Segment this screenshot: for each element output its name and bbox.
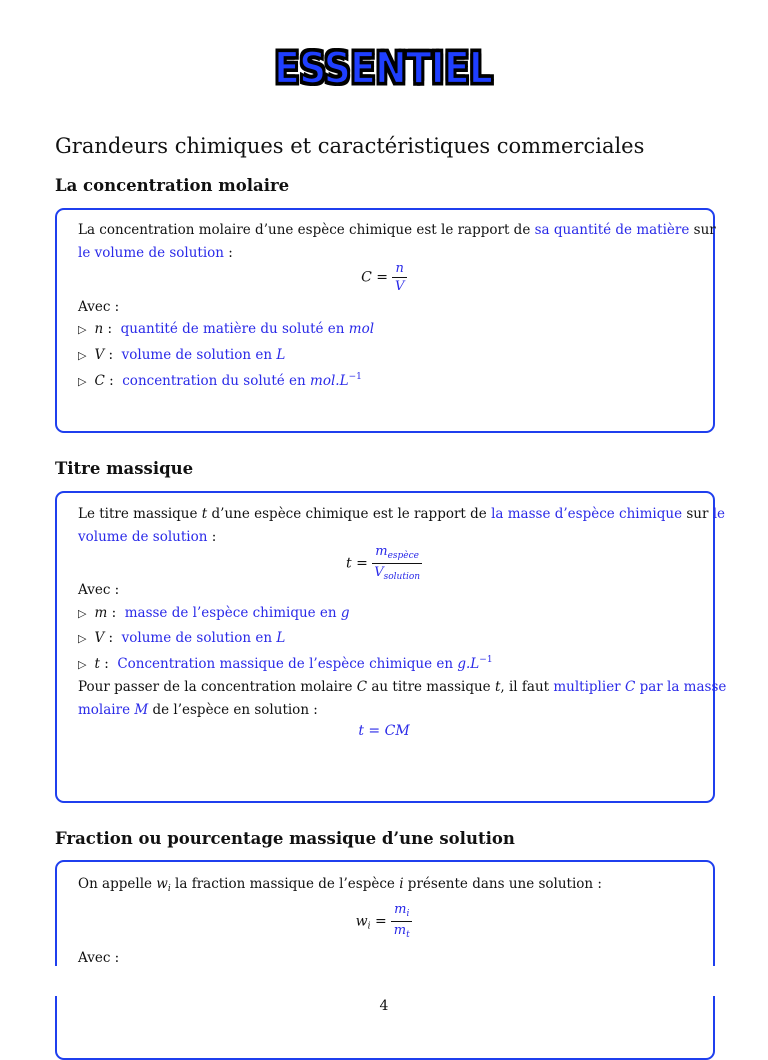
s1-formula-fraction [392, 262, 406, 293]
s2-item-sym: V [94, 630, 105, 646]
s2-intro-f: volume de solution [78, 529, 208, 545]
section-heading-fraction: Fraction ou pourcentage massique d’une solution [55, 829, 515, 848]
s2-pass-line2 [78, 702, 318, 718]
s2-pass-b: au titre massique [367, 679, 495, 695]
s2-pass-g: de l’espèce en solution : [148, 702, 318, 718]
s2-intro-g: : [207, 529, 217, 545]
s1-item-unit: L [276, 347, 286, 363]
s2-avec: Avec : [78, 582, 120, 598]
triangle-bullet-icon: ▷ [78, 375, 87, 388]
s2-item-sym: t [94, 656, 100, 672]
section-heading-concentration: La concentration molaire [55, 176, 290, 195]
s1-item-sym: n [94, 321, 104, 337]
s1-intro-e: : [224, 245, 233, 261]
s1-item-unit: mol [348, 321, 375, 337]
section-heading-titre: Titre massique [55, 459, 194, 478]
s2-item-unit: g.L [457, 656, 480, 672]
s3-intro-w: w [156, 876, 168, 892]
s1-item-sym: V [94, 347, 105, 363]
s3-formula-lhs-sub: i [367, 921, 371, 932]
s3-formula-lhs: w [355, 913, 368, 930]
s1-formula [0, 262, 768, 293]
triangle-bullet-icon: ▷ [78, 658, 87, 671]
triangle-bullet-icon: ▷ [78, 349, 87, 362]
s3-intro-wsub: i [167, 884, 171, 894]
s1-intro-line1 [78, 222, 716, 238]
s2-intro-t: t [201, 506, 208, 522]
s1-item-desc: quantité de matière du soluté en [120, 321, 349, 337]
s2-den-sub: solution [383, 572, 421, 582]
s2-item-desc: masse de l’espèce chimique en [124, 605, 341, 621]
s2-item-desc: volume de solution en [121, 630, 277, 646]
s1-intro-a: La concentration molaire d’une espèce chimique est le rapport de [78, 222, 535, 238]
s2-pass-m-sym: M [134, 702, 149, 718]
s2-formula-fraction [372, 545, 422, 582]
s1-item-v: ▷ V : volume de solution en L [78, 347, 286, 363]
s2-intro-b: d’une espèce chimique est le rapport de [207, 506, 492, 522]
essentiel-banner [274, 42, 492, 94]
s2-pass-line1 [78, 679, 726, 695]
s1-intro-c: sur [689, 222, 716, 238]
s2-item-v: ▷ V : volume de solution en L [78, 630, 286, 646]
s3-den-sym: m [393, 923, 407, 938]
s2-formula-lhs: t = [346, 555, 373, 572]
triangle-bullet-icon: ▷ [78, 632, 87, 645]
s1-intro-b: sa quantité de matière [534, 222, 690, 238]
s2-item-sym: m [94, 605, 108, 621]
s1-formula-lhs: C = [361, 269, 393, 286]
s1-intro-line2 [78, 245, 233, 261]
s3-intro-b: la fraction massique de l’espèce [170, 876, 400, 892]
s1-formula-num: n [392, 262, 406, 278]
s2-num-sym: m [375, 544, 388, 559]
s1-item-c: ▷ C : concentration du soluté en $mol.L^{-1}$ [78, 372, 362, 389]
page-number: 4 [379, 998, 389, 1014]
s2-pass-c: , il faut [500, 679, 554, 695]
s2-den-sym: V [374, 565, 384, 580]
s1-avec: Avec : [78, 299, 120, 315]
s1-formula-den: V [394, 279, 405, 294]
s3-intro-c: présente dans une solution : [403, 876, 602, 892]
s2-intro-e: le [712, 506, 726, 522]
s2-pass-t-sym: t [494, 679, 501, 695]
s2-intro-line1 [78, 506, 725, 522]
s3-den-sub: t [406, 930, 410, 940]
triangle-bullet-icon: ▷ [78, 323, 87, 336]
s1-item-sym: C [94, 373, 105, 389]
triangle-bullet-icon: ▷ [78, 607, 87, 620]
s3-num-sub: i [406, 909, 410, 919]
s2-pass-c-sym: C [356, 679, 368, 695]
s2-pass-c2-sym: C [624, 679, 636, 695]
s2-formula-den [374, 564, 420, 582]
s2-pass-e: par la masse [635, 679, 727, 695]
s2-intro-line2 [78, 529, 216, 545]
s1-item-unit: mol.L [310, 373, 349, 389]
s3-formula-eq: = [370, 913, 392, 930]
s2-item-t: ▷ t : Concentration massique de l’espèce chimique en $g.L^{-1}$ [78, 655, 493, 672]
s2-formula-num [372, 545, 422, 564]
s2-pass-f: molaire [78, 702, 135, 718]
s3-avec: Avec : [78, 950, 120, 966]
s3-formula [0, 903, 768, 940]
s1-intro-d: le volume de solution [78, 245, 225, 261]
s3-formula-den [394, 922, 410, 940]
s2-formula [0, 545, 768, 582]
page-title: Grandeurs chimiques et caractéristiques commerciales [55, 134, 645, 158]
s2-pass-d: multiplier [553, 679, 625, 695]
s2-item-unit: L [276, 630, 286, 646]
s2-item-sup: −1 [479, 655, 493, 665]
s3-num-sym: m [394, 902, 407, 917]
s2-intro-a: Le titre massique [78, 506, 202, 522]
page-break-mask [0, 966, 768, 996]
s2-num-sub: espèce [387, 551, 419, 561]
s2-formula2: t = CM [358, 723, 410, 739]
s2-intro-c: la masse d’espèce chimique [491, 506, 683, 522]
banner-text: ESSENTIEL [274, 42, 492, 94]
s3-formula-fraction [391, 903, 412, 940]
s2-item-unit: g [340, 605, 350, 621]
s2-intro-d: sur [682, 506, 713, 522]
s2-item-desc: Concentration massique de l’espèce chimique en [117, 656, 458, 672]
s1-item-n: ▷ n : quantité de matière du soluté en mol [78, 321, 375, 337]
s1-item-desc: volume de solution en [121, 347, 277, 363]
s2-item-m: ▷ m : masse de l’espèce chimique en g [78, 605, 350, 621]
s3-formula-num [391, 903, 412, 922]
s2-pass-a: Pour passer de la concentration molaire [78, 679, 357, 695]
s3-intro-i: i [399, 876, 404, 892]
s3-intro [78, 876, 602, 894]
s3-intro-a: On appelle [78, 876, 157, 892]
s1-item-desc: concentration du soluté en [122, 373, 311, 389]
s1-item-sup: −1 [348, 372, 362, 382]
